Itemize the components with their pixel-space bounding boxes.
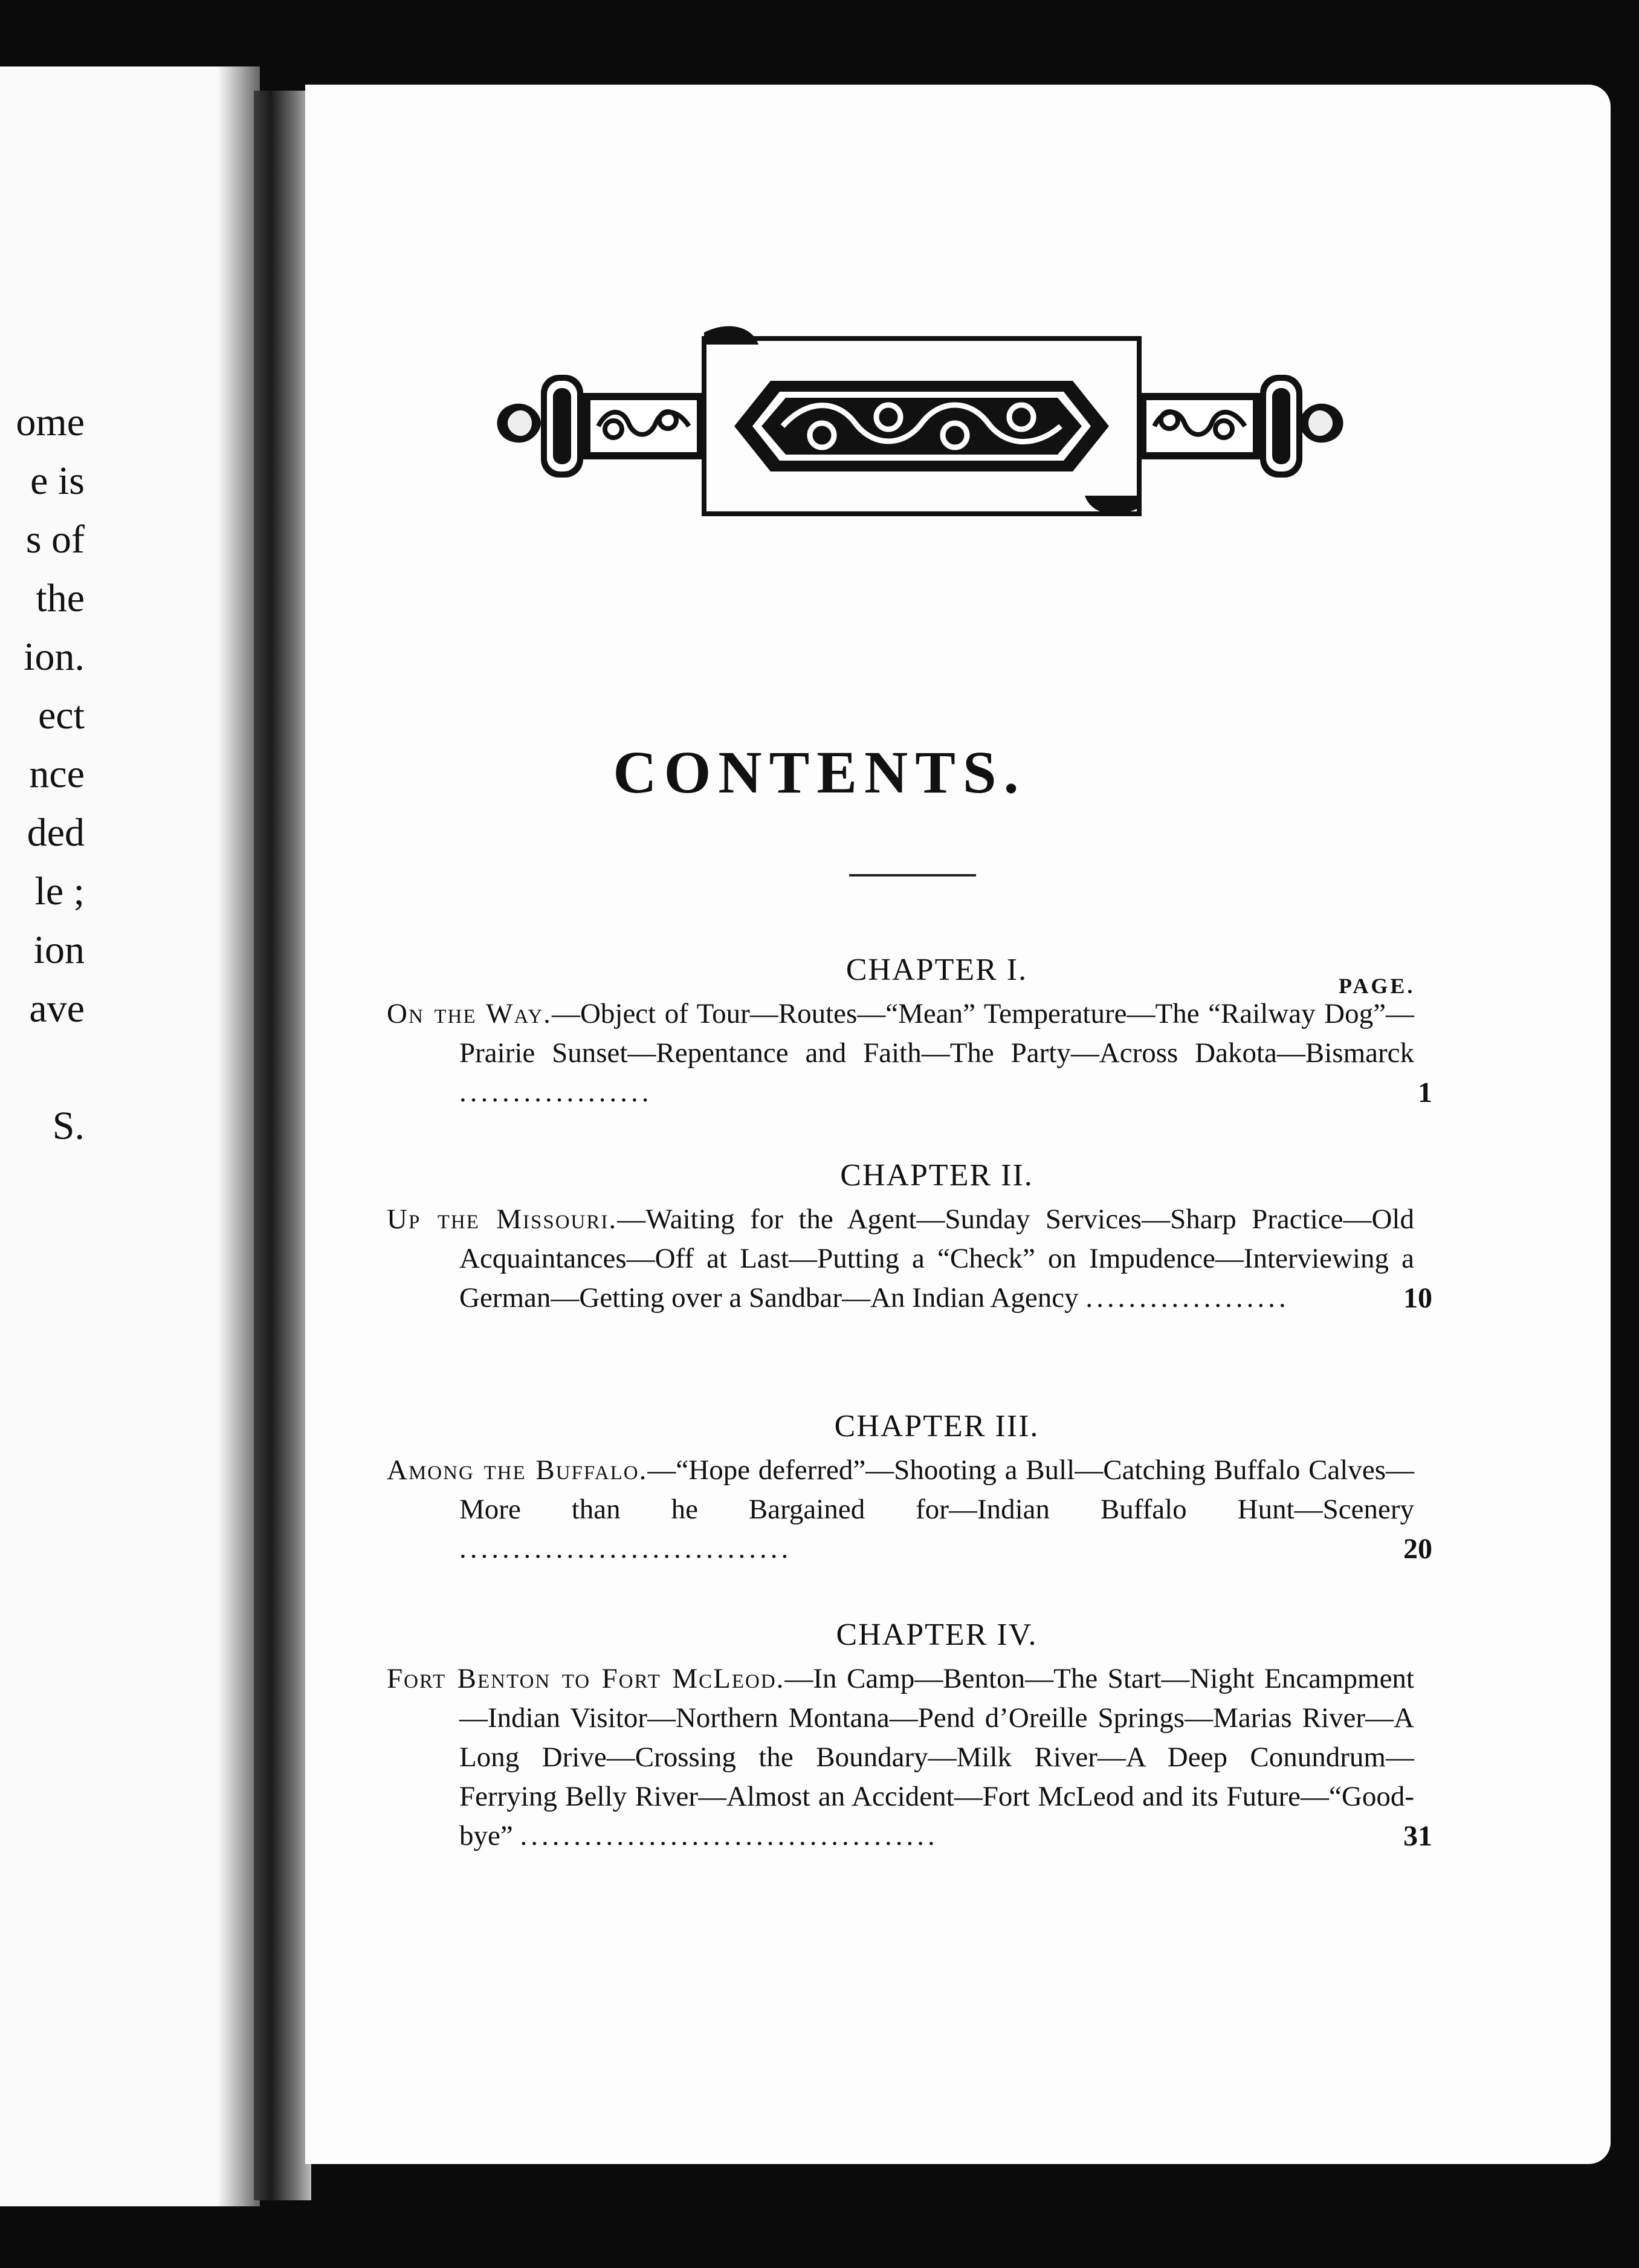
- page-title: CONTENTS.: [613, 739, 1026, 806]
- leader-dots: .......................................: [520, 1820, 939, 1852]
- left-facing-page: [0, 66, 260, 2206]
- chapter-heading: CHAPTER II.: [840, 1158, 1033, 1193]
- chapter-entry: [387, 1611, 1432, 1856]
- left-fragment: [0, 1038, 85, 1097]
- page-column-label: PAGE.: [1339, 974, 1415, 998]
- left-fragment: ome: [16, 400, 85, 444]
- chapter-entry: [387, 1402, 1432, 1569]
- chapter-heading: CHAPTER III.: [834, 1409, 1039, 1443]
- leader-dots: ...............................: [459, 1533, 792, 1564]
- chapter-lead: Among the Buffalo.: [387, 1454, 648, 1486]
- chapter-summary: [387, 994, 1414, 1112]
- leader-dots: ...................: [1085, 1282, 1290, 1314]
- leader-dots: ..................: [459, 1077, 653, 1108]
- chapter-topics: —In Camp—Benton—The Start—Night Encampment—Indian Visitor—Northern Montana—Pend d’Oreille Springs—Marias River—A Long Drive—Crossing the Boundary—Milk River—A Deep Conundrum—Ferrying Belly River—Almost an Accident—Fort McLeod and its Future—“Good-bye”: [459, 1663, 1414, 1852]
- chapter-page-number: 1: [1418, 1077, 1432, 1109]
- chapter-lead: On the Way.: [387, 998, 552, 1029]
- chapter-heading: CHAPTER I.: [845, 953, 1028, 987]
- title-divider: [849, 874, 976, 876]
- chapter-topics: —Waiting for the Agent—Sunday Services—Sharp Practice—Old Acquaintances—Off at Last—Putting a “Check” on Impudence—Interviewing a German—Getting over a Sandbar—An Indian Agency: [459, 1204, 1414, 1314]
- left-fragment: ded: [27, 811, 85, 855]
- chapter-page-number: 20: [1403, 1533, 1432, 1565]
- chapter-heading: CHAPTER IV.: [836, 1618, 1038, 1652]
- left-fragment: nce: [29, 752, 85, 796]
- left-fragment: e is: [30, 459, 85, 503]
- chapter-lead: Fort Benton to Fort McLeod.: [387, 1663, 785, 1694]
- left-fragment: ion: [33, 928, 85, 972]
- chapter-page-number: 31: [1403, 1820, 1432, 1852]
- chapter-summary: [387, 1451, 1414, 1569]
- book-gutter: [254, 91, 311, 2200]
- left-fragment: ect: [38, 693, 85, 737]
- chapter-summary: [387, 1659, 1414, 1856]
- left-fragment: ion.: [24, 635, 85, 679]
- chapter-topics: —Object of Tour—Routes—“Mean” Temperature—The “Railway Dog”—Prairie Sunset—Repentance and Faith—The Party—Across Dakota—Bismarck: [459, 998, 1414, 1069]
- left-fragment: s of: [25, 517, 85, 562]
- left-fragment: ave: [29, 987, 85, 1031]
- chapter-lead: Up the Missouri.: [387, 1204, 618, 1235]
- chapter-page-number: 10: [1403, 1282, 1432, 1314]
- chapter-entry: [387, 1152, 1432, 1318]
- chapter-entry: [387, 946, 1432, 1112]
- left-fragment: the: [36, 576, 85, 620]
- left-fragment: S.: [52, 1104, 85, 1148]
- chapter-summary: [387, 1200, 1414, 1318]
- left-fragment: le ;: [34, 869, 85, 913]
- chapter-topics: —“Hope deferred”—Shooting a Bull—Catching Buffalo Calves—More than he Bargained for—Indian Buffalo Hunt—Scenery: [459, 1454, 1414, 1525]
- scroll-ornament-headpiece: [487, 320, 1354, 520]
